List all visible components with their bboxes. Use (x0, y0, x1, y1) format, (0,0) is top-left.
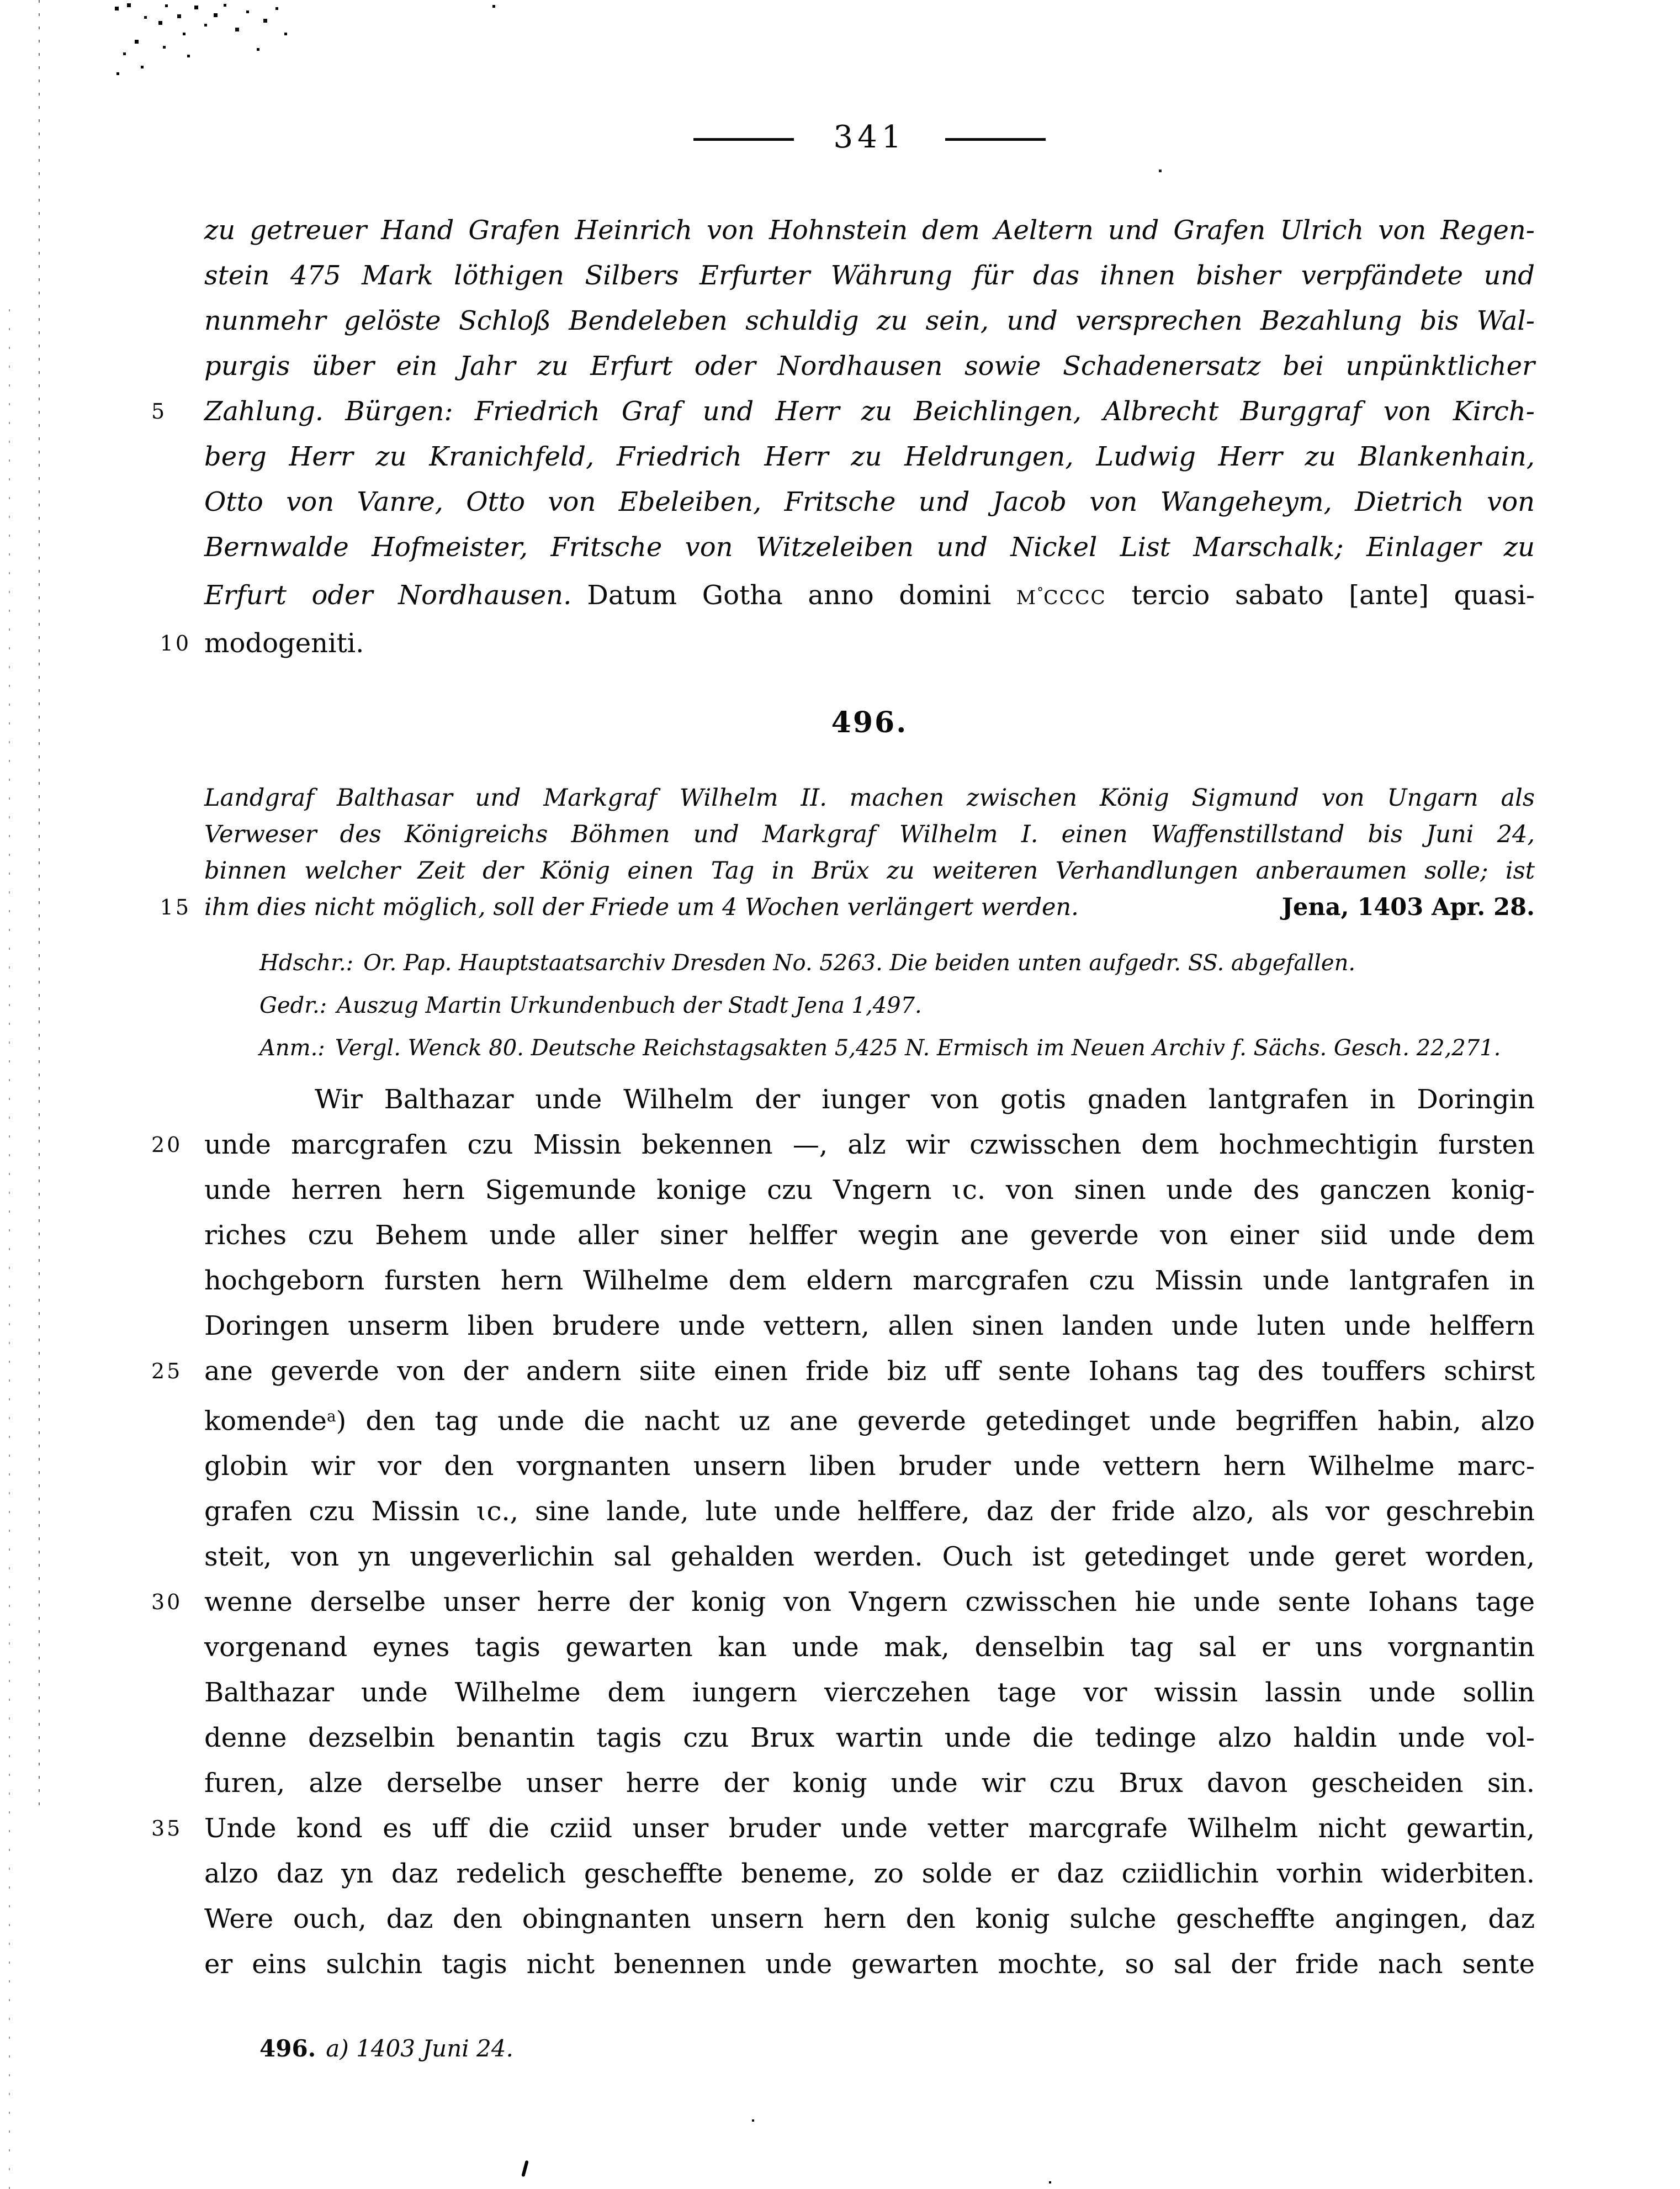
text-line (204, 1489, 1535, 1534)
footnote-marker: a (326, 1407, 336, 1425)
line-text: wenne derselbe unser herre der konig von Vngern czwisschen hie unde sente Iohans tage (204, 1587, 1535, 1618)
scan-noise-vertical-line (9, 309, 10, 2189)
text-line (204, 298, 1535, 343)
degree-sign: ° (1037, 585, 1044, 600)
text-line (151, 1806, 1535, 1851)
scan-noise-mark (521, 2160, 529, 2177)
line-text: Verweser des Königreichs Böhmen und Markgraf Wilhelm I. einen Waffenstillstand bis Juni 24, (204, 821, 1535, 848)
line-text: Unde kond es uff die cziid unser bruder unde vetter marcgrafe Wilhelm nicht gewartin, (204, 1813, 1535, 1844)
line-text: denne dezselbin benantin tagis czu Brux wartin unde die tedinge alzo haldin unde vol- (204, 1722, 1535, 1754)
text-line (204, 208, 1535, 253)
line-text: Otto von Vanre, Otto von Ebeleiben, Fritsche und Jacob von Wangeheym, Dietrich von (204, 487, 1535, 517)
margin-line-number: 25 (151, 1359, 183, 1383)
place-date-line: Jena, 1403 Apr. 28. (1281, 893, 1535, 921)
text-line (204, 816, 1535, 853)
text-line (204, 525, 1535, 570)
line-text: hochgeborn fursten hern Wilhelme dem eldern marcgrafen czu Missin unde lantgrafen in (204, 1265, 1535, 1296)
source-notes (259, 942, 1535, 1070)
margin-line-number: 10 (160, 631, 191, 656)
line-text: er eins sulchin tagis nicht benennen unde gewarten mochte, so sal der fride nach sente (204, 1949, 1535, 1980)
page-header (204, 119, 1535, 155)
datum-formula: Datum Gotha anno domini (587, 580, 1016, 611)
source-text: Or. Pap. Hauptstaatsarchiv Dresden No. 5263. Die beiden unten aufgedr. SS. abgefallen. (363, 950, 1356, 976)
line-text: steit, von yn ungeverlichin sal gehalden werden. Ouch ist getedinget unde geret worden, (204, 1541, 1535, 1573)
line-text: alzo daz yn daz redelich gescheffte beneme, zo solde er daz cziidlichin vorhin widerbiten. (204, 1858, 1535, 1890)
source-note-line (259, 1027, 1535, 1070)
text-line (204, 1942, 1535, 1987)
source-label: Anm.: (259, 1035, 325, 1061)
text-line (204, 1394, 1535, 1444)
header-rule-left (693, 138, 794, 141)
text-line (204, 1670, 1535, 1715)
line-text: zu getreuer Hand Grafen Heinrich von Hohnstein dem Aeltern und Grafen Ulrich von Regen- (204, 215, 1535, 246)
line-text: riches czu Behem unde aller siner helffer wegin ane geverde von einer siid unde dem (204, 1220, 1535, 1251)
footnote-text: a) 1403 Juni 24. (326, 2035, 513, 2062)
source-label: Hdschr.: (259, 950, 354, 976)
text-line (204, 1760, 1535, 1806)
text-line (204, 479, 1535, 525)
line-text: Landgraf Balthasar und Markgraf Wilhelm II. machen zwischen König Sigmund von Ungarn als (204, 784, 1535, 812)
margin-line-number: 30 (151, 1590, 183, 1615)
footnote (259, 2035, 1535, 2062)
entry-number-496 (204, 706, 1535, 739)
text-line (204, 1851, 1535, 1896)
margin-line-number: 20 (151, 1133, 183, 1157)
scan-noise-dot (752, 2119, 754, 2122)
text-line (160, 889, 1535, 926)
line-text: unde herren hern Sigemunde konige czu Vngern ɩc. von sinen unde des ganczen konig- (204, 1175, 1535, 1205)
line-text: ihm dies nicht möglich, soll der Friede um 4 Wochen verlängert werden. (204, 893, 1079, 921)
roman-numeral-m: M (1016, 587, 1037, 610)
entry-495-regest (151, 208, 1535, 666)
text-line (204, 434, 1535, 479)
line-text: Zahlung. Bürgen: Friedrich Graf und Herr zu Beichlingen, Albrecht Burggraf von Kirch- (204, 396, 1535, 427)
header-rule-right (945, 138, 1046, 141)
text-line (204, 853, 1535, 889)
line-text: modogeniti. (204, 628, 364, 659)
line-text: berg Herr zu Kranichfeld, Friedrich Herr zu Heldrungen, Ludwig Herr zu Blankenhain, (204, 441, 1535, 472)
footnote-entry-number: 496. (259, 2035, 316, 2062)
text-line (204, 570, 1535, 621)
scan-noise-dot (1049, 2181, 1051, 2183)
text-line (204, 1258, 1535, 1303)
margin-line-number: 5 (151, 399, 167, 424)
text-line (204, 1444, 1535, 1489)
line-text: Wir Balthazar unde Wilhelm der iunger von gotis gnaden lantgrafen in Doringin (315, 1084, 1535, 1115)
text-line (204, 1896, 1535, 1942)
scan-noise-speckles (0, 0, 2, 2)
text-line (204, 1213, 1535, 1258)
line-text-italic: Erfurt oder Nordhausen. (204, 580, 572, 611)
line-text: Balthazar unde Wilhelme dem iungern vierczehen tage vor wissin lassin unde sollin (204, 1677, 1535, 1709)
line-text: binnen welcher Zeit der König einen Tag in Brüx zu weiteren Verhandlungen anberaumen solle; ist (204, 857, 1535, 885)
margin-line-number: 35 (151, 1816, 183, 1841)
line-text: ane geverde von der andern siite einen fride biz uff sente Iohans tag des touffers schirst (204, 1356, 1535, 1387)
line-text: ) den tag unde die nacht uz ane geverde getedinget unde begriffen habin, alzo (336, 1405, 1535, 1437)
text-line (204, 780, 1535, 816)
roman-numeral-cccc: CCCC (1043, 587, 1106, 610)
text-line (204, 253, 1535, 298)
source-note-line (259, 985, 1535, 1027)
line-text: vorgenand eynes tagis gewarten kan unde mak, denselbin tag sal er uns vorgnantin (204, 1632, 1535, 1663)
line-text: komende (204, 1405, 327, 1437)
line-text: unde marcgrafen czu Missin bekennen —, alz wir czwisschen dem hochmechtigin fursten (204, 1129, 1535, 1160)
page-number: 341 (833, 119, 906, 155)
text-line (151, 1349, 1535, 1394)
line-text: Bernwalde Hofmeister, Fritsche von Witzeleiben und Nickel List Marschalk; Einlager zu (204, 532, 1535, 563)
line-text: Doringen unserm liben brudere unde vettern, allen sinen landen unde luten unde helffern (204, 1310, 1535, 1341)
entry-496-regest (160, 780, 1535, 926)
text-line (204, 1534, 1535, 1579)
text-line (204, 1303, 1535, 1349)
line-text: grafen czu Missin ɩc., sine lande, lute unde helffere, daz der fride alzo, als vor geschrebin (204, 1496, 1535, 1527)
source-text: Vergl. Wenck 80. Deutsche Reichstagsakten 5,425 N. Ermisch im Neuen Archiv f. Sächs. Gesch. 22,271. (335, 1035, 1501, 1061)
line-text: nunmehr gelöste Schloß Bendeleben schuldig zu sein, und versprechen Bezahlung bis Wal- (204, 305, 1535, 336)
text-line (204, 1625, 1535, 1670)
datum-formula-end: tercio sabato [ante] quasi- (1106, 580, 1535, 611)
line-text: globin wir vor den vorgnanten unsern liben bruder unde vettern hern Wilhelme marc- (204, 1451, 1535, 1482)
margin-line-number: 15 (160, 895, 191, 919)
text-line (160, 621, 1535, 666)
charter-text (151, 1077, 1535, 1987)
text-line (204, 1715, 1535, 1760)
text-line (204, 1167, 1535, 1213)
text-line (204, 1077, 1535, 1122)
line-text: purgis über ein Jahr zu Erfurt oder Nordhausen sowie Schadenersatz bei unpünktlicher (204, 351, 1535, 382)
line-text: Were ouch, daz den obingnanten unsern hern den konig sulche gescheffte angingen, daz (204, 1904, 1535, 1935)
scan-noise-vertical-line (39, 0, 40, 1811)
text-line (151, 389, 1535, 434)
source-label: Gedr.: (259, 993, 327, 1018)
text-line (204, 343, 1535, 389)
text-line (151, 1579, 1535, 1625)
source-note-line (259, 942, 1535, 985)
line-text: furen, alze derselbe unser herre der konig unde wir czu Brux davon gescheiden sin. (204, 1768, 1535, 1799)
line-text: stein 475 Mark löthigen Silbers Erfurter Währung für das ihnen bisher verpfändete und (204, 260, 1535, 291)
source-text: Auszug Martin Urkundenbuch der Stadt Jena 1,497. (337, 993, 922, 1018)
text-line (151, 1122, 1535, 1167)
entry-number-label: 496. (831, 706, 908, 739)
